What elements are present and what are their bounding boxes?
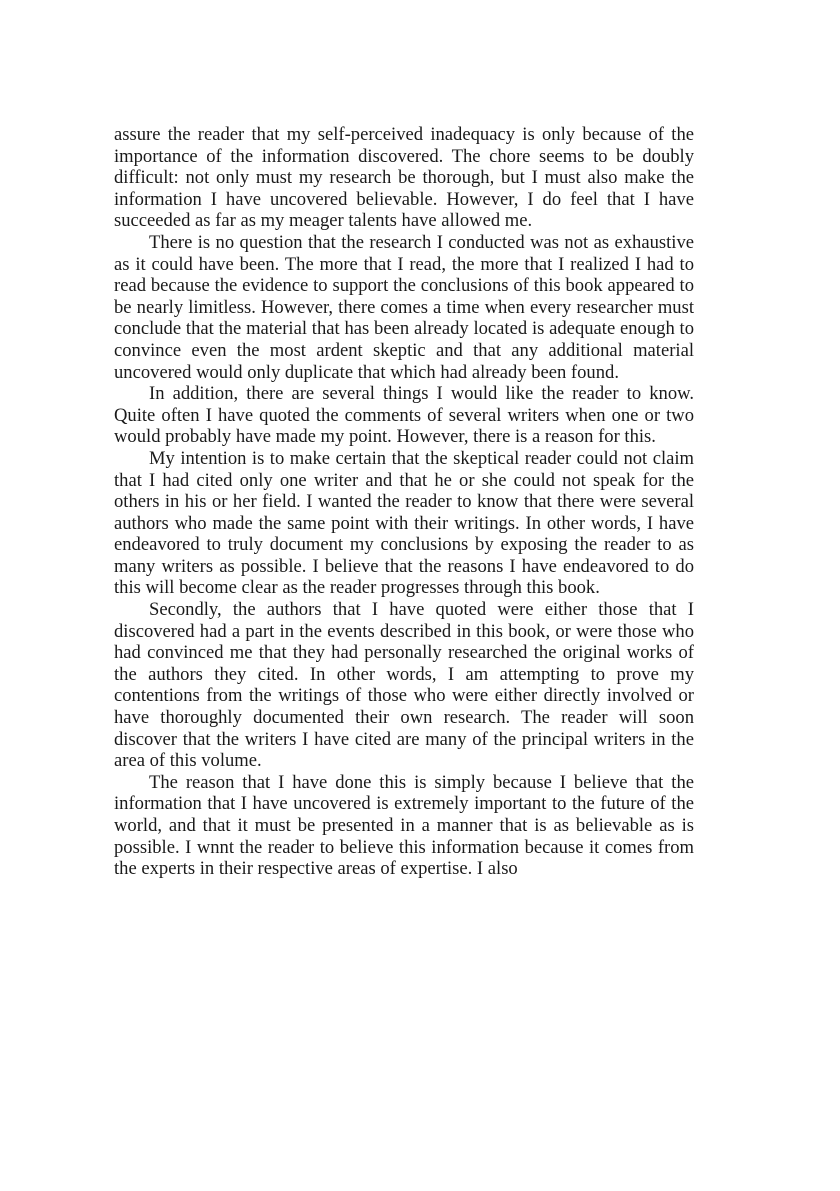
paragraph-4: My intention is to make certain that the skeptical reader could not claim that I had cited only one writer and that he or she could not speak for the others in his or her field. I wanted the reader to know that there were several authors who made the same point with their writings. In other words, I have endeavored to truly document my conclusions by exposing the reader to as many writers as possible. I believe that the reasons I have endeavored to do this will become clear as the reader progresses through this book.	[114, 447, 694, 599]
paragraph-3: In addition, there are several things I would like the reader to know. Quite often I have quoted the comments of several writers when one or two would probably have made my point. However, there is a reason for this.	[114, 383, 694, 448]
paragraph-5: Secondly, the authors that I have quoted were either those that I discovered had a part in the events described in this book, or were those who had convinced me that they had personally researched the original works of the authors they cited. In other words, I am attempting to prove my contentions from the writings of those who were either directly involved or have thoroughly documented their own research. The reader will soon discover that the writers I have cited are many of the principal writers in the area of this volume.	[114, 599, 694, 772]
document-page	[114, 124, 694, 880]
paragraph-2: There is no question that the research I conducted was not as exhaustive as it could have been. The more that I read, the more that I realized I had to read because the evidence to support the conclusions of this book appeared to be nearly limitless. However, there comes a time when every researcher must conclude that the material that has been already located is adequate enough to convince even the most ardent skeptic and that any additional material uncovered would only duplicate that which had already been found.	[114, 231, 694, 383]
paragraph-6: The reason that I have done this is simply because I believe that the information that I have uncovered is extremely important to the future of the world, and that it must be presented in a manner that is as believable as is possible. I wnnt the reader to believe this information because it comes from the experts in their respective areas of expertise. I also	[114, 771, 694, 880]
paragraph-1: assure the reader that my self-perceived inadequacy is only because of the importance of the information discovered. The chore seems to be doubly difficult: not only must my research be thorough, but I must also make the information I have uncovered believable. However, I do feel that I have succeeded as far as my meager talents have allowed me.	[114, 124, 694, 232]
